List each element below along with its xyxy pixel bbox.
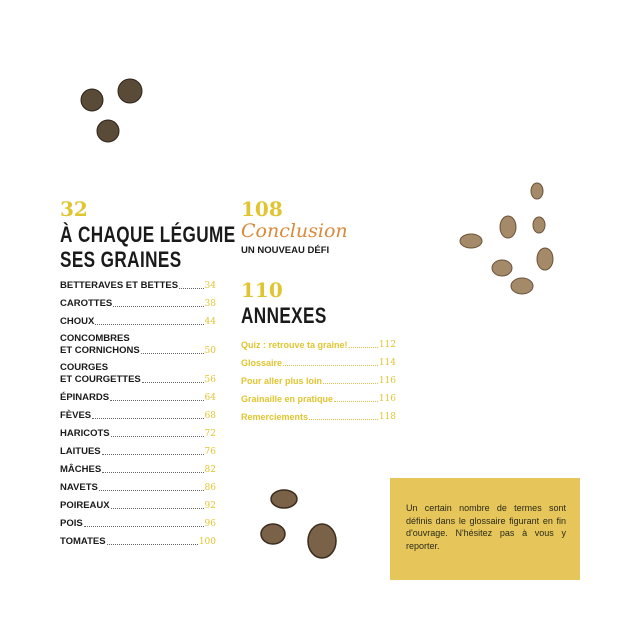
toc-page-number: 34 [204,281,216,291]
leader-dots [92,418,203,419]
leader-dots [349,347,378,348]
seed-icon [308,524,336,558]
toc-entry[interactable] [60,316,216,328]
toc-entry[interactable] [241,357,396,369]
conclusion-title: Conclusion [241,220,348,242]
toc-page-number: 76 [204,447,216,457]
toc-entry-label: Quiz : retrouve ta graine! [241,340,348,350]
leader-dots [142,382,204,383]
toc-page-number: 68 [204,411,216,421]
section-title: SES GRAINES [60,247,182,272]
annexes-title: ANNEXES [241,303,327,328]
toc-entry-label: ÉPINARDS [60,392,110,403]
seed-icon [533,217,545,233]
leader-dots [102,472,203,473]
leader-dots [141,353,204,354]
toc-page-number: 118 [378,412,396,422]
seed-icon [500,216,516,238]
leader-dots [95,324,203,325]
toc-entry-label: COURGES [60,362,109,373]
toc-entry[interactable] [241,375,396,387]
toc-page-number: 72 [204,429,216,439]
toc-entry-label: ET COURGETTES [60,374,141,385]
leader-dots [179,288,203,289]
toc-entry[interactable] [60,392,216,404]
annexes-number: 110 [241,278,283,302]
toc-entry-label: LAITUES [60,446,101,457]
conclusion-number: 108 [241,197,283,221]
leader-dots [111,436,204,437]
toc-page-number: 112 [378,340,396,350]
toc-entry-label: Glossaire [241,358,283,368]
toc-entry[interactable] [60,536,216,548]
toc-entry-label: ET CORNICHONS [60,345,140,356]
conclusion-subtitle: UN NOUVEAU DÉFI [241,245,330,256]
toc-entry[interactable] [60,500,216,512]
seed-icon [460,234,482,248]
toc-entry[interactable] [60,280,216,292]
seed-icon [511,278,533,294]
toc-entry[interactable] [60,333,216,357]
seed-icon [492,260,512,276]
toc-entry-label: TOMATES [60,536,106,547]
toc-entry[interactable] [60,446,216,458]
toc-entry-label: FÈVES [60,410,92,421]
seed-icon [271,490,297,508]
seed-icon [537,248,553,270]
toc-entry-label: Pour aller plus loin [241,376,323,386]
toc-page-number: 64 [204,393,216,403]
toc-entry[interactable] [60,298,216,310]
toc-entry-label: POIS [60,518,83,529]
toc-entry[interactable] [60,482,216,494]
section-number: 32 [60,197,88,221]
toc-entry-label: MÂCHES [60,464,102,475]
leader-dots [84,526,204,527]
toc-entry[interactable] [60,518,216,530]
seed-icon [261,524,285,544]
toc-entry-label: Remerciements [241,412,309,422]
toc-entry[interactable] [241,339,396,351]
toc-page-number: 92 [204,501,216,511]
toc-entry-label: BETTERAVES ET BETTES [60,280,179,291]
leader-dots [309,419,378,420]
toc-entry[interactable] [60,410,216,422]
toc-page-number: 50 [204,346,216,356]
leader-dots [283,365,378,366]
glossary-note: Un certain nombre de termes sont définis dans le glossaire figurant en fin d'ouvrage. N'hésitez pas à vous y reporter. [390,478,580,580]
toc-entry[interactable] [241,411,396,423]
toc-entry[interactable] [60,428,216,440]
leader-dots [113,306,203,307]
toc-entry-label: HARICOTS [60,428,110,439]
toc-entry[interactable] [60,464,216,476]
toc-page-number: 116 [378,394,396,404]
toc-entry-label: Grainaille en pratique [241,394,334,404]
seed-icon [118,79,142,103]
toc-page-number: 86 [204,483,216,493]
seed-icon [81,89,103,111]
toc-page-number: 116 [378,376,396,386]
toc-page-number: 100 [198,537,216,547]
toc-page-number: 56 [204,375,216,385]
toc-entry-label: NAVETS [60,482,98,493]
seed-icon [97,120,119,142]
toc-page-number: 96 [204,519,216,529]
toc-page-number: 82 [204,465,216,475]
leader-dots [102,454,204,455]
leader-dots [323,383,378,384]
seed-icon [531,183,543,199]
toc-page-number: 44 [204,317,216,327]
toc-entry[interactable] [60,362,216,386]
toc-page-number: 114 [378,358,396,368]
leader-dots [107,544,198,545]
toc-entry-label: POIREAUX [60,500,110,511]
toc-entry-label: CONCOMBRES [60,333,130,344]
leader-dots [99,490,204,491]
toc-entry-label: CHOUX [60,316,95,327]
toc-entry-label: CAROTTES [60,298,113,309]
leader-dots [111,508,204,509]
leader-dots [334,401,378,402]
leader-dots [110,400,203,401]
section-title: À CHAQUE LÉGUME [60,222,236,247]
toc-entry[interactable] [241,393,396,405]
toc-page-number: 38 [204,299,216,309]
